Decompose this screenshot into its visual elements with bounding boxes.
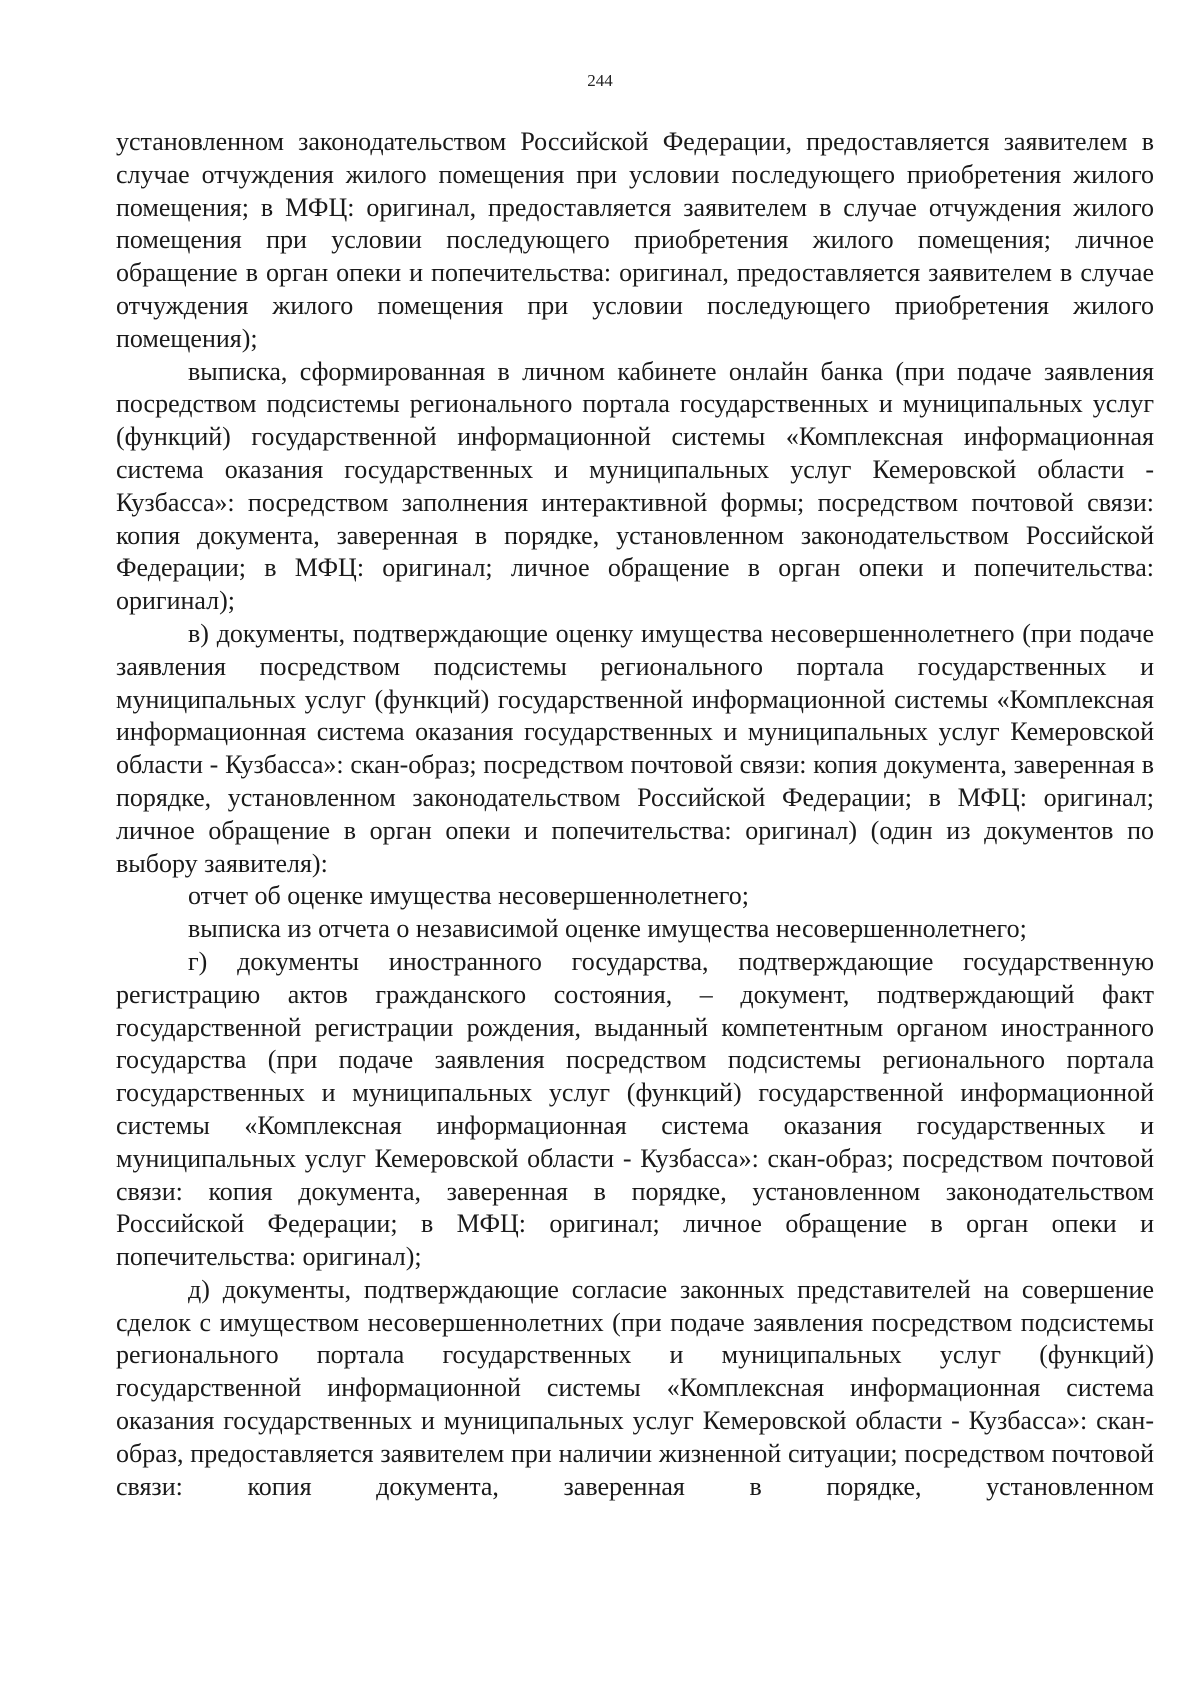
document-body bbox=[116, 126, 1154, 1503]
list-item-valuation-report: отчет об оценке имущества несовершеннолетнего; bbox=[188, 881, 749, 911]
paragraph-item-g: г) документы иностранного государства, подтверждающие государственную регистрацию актов гражданского состояния, – документ, подтверждающий факт государственной регистрации рождения, выданный компетентным органом иностранного государства (при подаче заявления посредством подсистемы регионального портала государственных и муниципальных услуг (функций) государственной информационной системы «Комплексная информационная система оказания государственных и муниципальных услуг Кемеровской области - Кузбасса»: скан-образ; посредством почтовой связи: копия документа, заверенная в порядке, установленном законодательством Российской Федерации; в МФЦ: оригинал; личное обращение в орган опеки и попечительства: оригинал); bbox=[116, 946, 1154, 1272]
paragraph-continuation: установленном законодательством Российской Федерации, предоставляется заявителем в случае отчуждения жилого помещения при условии последующего приобретения жилого помещения; в МФЦ: оригинал, предоставляется заявителем в случае отчуждения жилого помещения при условии последующего приобретения жилого помещения; личное обращение в орган опеки и попечительства: оригинал, предоставляется заявителем в случае отчуждения жилого помещения при условии последующего приобретения жилого помещения); bbox=[116, 127, 1154, 353]
page-number: 244 bbox=[587, 71, 613, 90]
list-item-valuation-extract: выписка из отчета о независимой оценке имущества несовершеннолетнего; bbox=[188, 914, 1027, 944]
paragraph-item-d: д) документы, подтверждающие согласие законных представителей на совершение сделок с имуществом несовершеннолетних (при подаче заявления посредством подсистемы регионального портала государственных и муниципальных услуг (функций) государственной информационной системы «Комплексная информационная система оказания государственных и муниципальных услуг Кемеровской области - Кузбасса»: скан-образ, предоставляется заявителем при наличии жизненной ситуации; посредством почтовой связи: копия документа, заверенная в порядке, установленном bbox=[116, 1274, 1154, 1501]
paragraph-bank-statement: выписка, сформированная в личном кабинете онлайн банка (при подаче заявления посредством подсистемы регионального портала государственных и муниципальных услуг (функций) государственной информационной системы «Комплексная информационная система оказания государственных и муниципальных услуг Кемеровской области - Кузбасса»: посредством заполнения интерактивной формы; посредством почтовой связи: копия документа, заверенная в порядке, установленном законодательством Российской Федерации; в МФЦ: оригинал; личное обращение в орган опеки и попечительства: оригинал); bbox=[116, 356, 1154, 616]
paragraph-item-v: в) документы, подтверждающие оценку имущества несовершеннолетнего (при подаче заявления посредством подсистемы регионального портала государственных и муниципальных услуг (функций) государственной информационной системы «Комплексная информационная система оказания государственных и муниципальных услуг Кемеровской области - Кузбасса»: скан-образ; посредством почтовой связи: копия документа, заверенная в порядке, установленном законодательством Российской Федерации; в МФЦ: оригинал; личное обращение в орган опеки и попечительства: оригинал) (один из документов по выбору заявителя): bbox=[116, 618, 1154, 878]
